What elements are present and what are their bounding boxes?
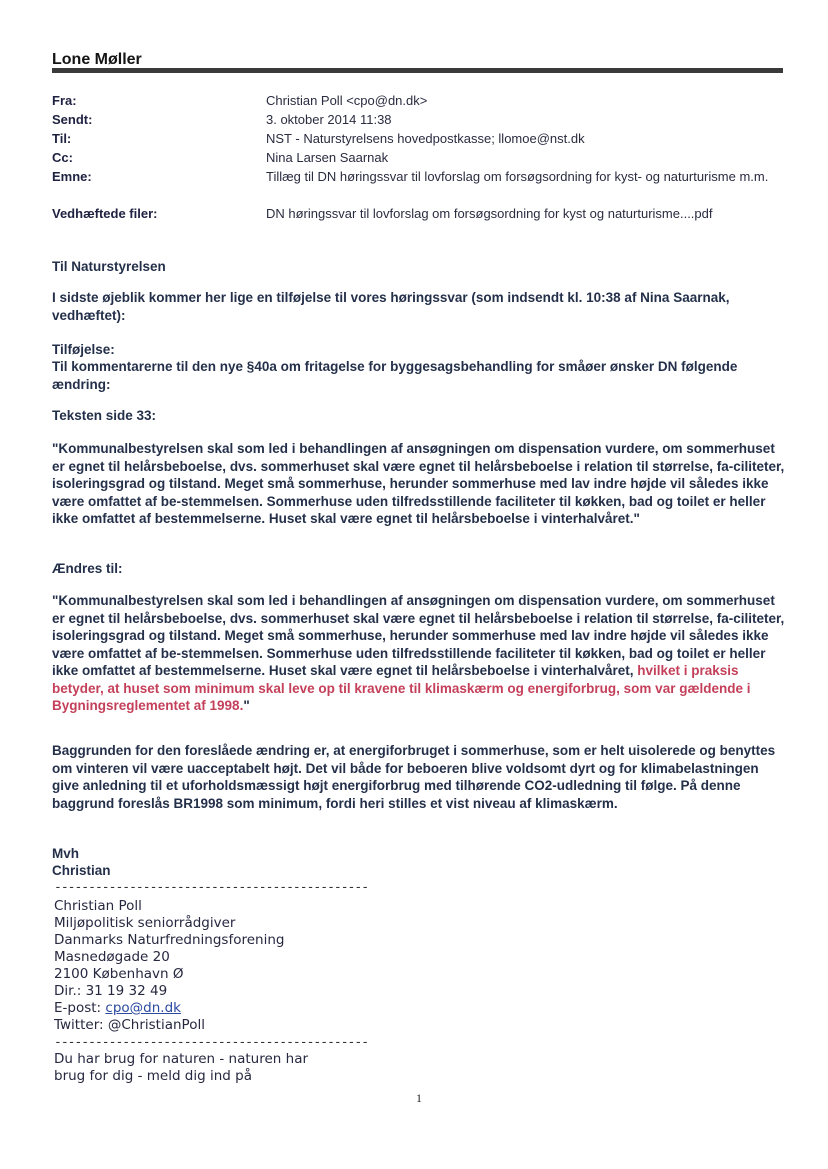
closing-name: Christian — [52, 863, 111, 878]
signature-title: Miljøpolitisk seniorrådgiver — [54, 915, 236, 931]
cc-value: Nina Larsen Saarnak — [266, 150, 389, 165]
subject-label: Emne: — [52, 169, 92, 184]
to-label: Til: — [52, 131, 72, 146]
slogan-line-1: Du har brug for naturen - naturen har — [54, 1051, 309, 1067]
signature-phone: Dir.: 31 19 32 49 — [54, 983, 168, 999]
to-value: NST - Naturstyrelsens hovedpostkasse; llomoe@nst.dk — [266, 131, 585, 146]
closing: Mvh — [52, 846, 79, 861]
quote-changed-end: " — [243, 698, 250, 713]
sent-value: 3. oktober 2014 11:38 — [266, 112, 392, 127]
from-label: Fra: — [52, 93, 77, 108]
quote-original: "Kommunalbestyrelsen skal som led i behandlingen af ansøgningen om dispensation vurdere, om sommerhuset er egnet til helårsbeboelse, dvs. sommerhuset skal være egnet til helårsbeboelse i relation til størrelse, fa-ciliteter, isoleringsgrad og tilstand. Meget små sommerhuse, herunder sommerhuse med lav indre højde vil således ikke være omfattet af be-stemmelsen. Sommerhuse uden tilfredsstillende faciliteter til køkken, bad og toilet er heller ikke omfattet af bestemmelserne. Huset skal være egnet til helårsbeboelse i vinterhalvåret." — [52, 441, 785, 526]
subject-value: Tillæg til DN høringssvar til lovforslag om forsøgsordning for kyst- og naturturisme m.m. — [266, 169, 769, 184]
attachments-label: Vedhæftede filer: — [52, 206, 158, 221]
intro-paragraph: I sidste øjeblik kommer her lige en tilføjelse til vores høringssvar (som indsendt kl. 10:38 af Nina Saarnak, vedhæftet): — [52, 290, 730, 323]
cc-label: Cc: — [52, 150, 73, 165]
quote-changed — [52, 592, 787, 715]
page-number: 1 — [416, 1091, 422, 1105]
change-label: Ændres til: — [52, 561, 123, 576]
addition-title: Tilføjelse: — [52, 342, 115, 357]
recipient-name: Lone Møller — [52, 51, 142, 68]
signature-city: 2100 København Ø — [54, 966, 184, 982]
signature-twitter: Twitter: @ChristianPoll — [54, 1017, 205, 1033]
signature-email-line — [54, 1000, 181, 1018]
greeting: Til Naturstyrelsen — [52, 259, 166, 274]
header-rule — [52, 68, 783, 73]
attachments-value: DN høringssvar til lovforslag om forsøgsordning for kyst og naturturisme....pdf — [266, 206, 713, 221]
from-value: Christian Poll <cpo@dn.dk> — [266, 93, 428, 108]
slogan-line-2: brug for dig - meld dig ind på — [54, 1068, 252, 1084]
signature-name: Christian Poll — [54, 898, 142, 914]
sent-label: Sendt: — [52, 112, 93, 127]
text-page-label: Teksten side 33: — [52, 408, 157, 423]
signature-separator-2: ---------------------------------------------- — [54, 1035, 369, 1050]
email-link[interactable]: cpo@dn.dk — [105, 1000, 181, 1016]
signature-org: Danmarks Naturfredningsforening — [54, 932, 285, 948]
quote-changed-start: "Kommunalbestyrelsen skal som led i behandlingen af ansøgningen om dispensation vurdere, om sommerhuset er egnet til helårsbeboelse, dvs. sommerhuset skal være egnet til helårsbeboelse i relation til størrelse, fa-ciliteter, isoleringsgrad og tilstand. Meget små sommerhuse, herunder sommerhuse med lav indre højde vil således ikke være omfattet af be-stemmelsen. Sommerhuse uden tilfredsstillende faciliteter til køkken, bad og toilet er heller ikke omfattet af bestemmelserne. Huset skal være egnet til helårsbeboelse i vinterhalvåret, — [52, 593, 785, 678]
addition-text: Til kommentarerne til den nye §40a om fritagelse for byggesagsbehandling for småøer ønsker DN følgende ændring: — [52, 359, 738, 392]
quote-changed-added: hvilket i praksis betyder, at huset som minimum skal leve op til kravene til klimaskærm og energiforbrug, som var gældende i Bygningsreglementet af 1998. — [52, 663, 751, 713]
signature-separator: ---------------------------------------------- — [54, 880, 369, 895]
signature-street: Masnedøgade 20 — [54, 949, 170, 965]
email-label: E-post: — [54, 1000, 106, 1016]
rationale-paragraph: Baggrunden for den foreslåede ændring er, at energiforbruget i sommerhuse, som er helt uisolerede og benyttes om vinteren vil være uacceptabelt højt. Det vil både for beboeren blive voldsomt dyrt og for klimabelastningen give anledning til et uforholdsmæssigt højt energiforbrug med tilhørende CO2-udledning til følge. På denne baggrund foreslås BR1998 som minimum, fordi heri stilles et vist niveau af klimaskærm. — [52, 743, 776, 811]
